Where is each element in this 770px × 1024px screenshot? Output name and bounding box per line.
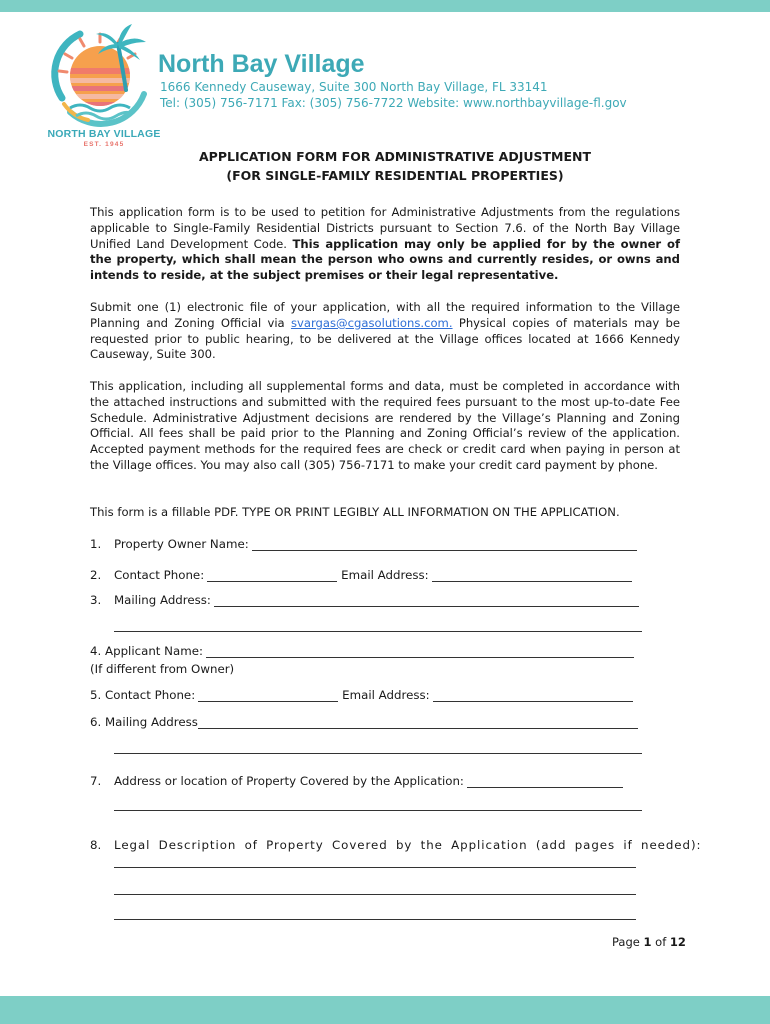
email-link[interactable]: svargas@cgasolutions.com. — [290, 315, 453, 330]
property-location-input[interactable] — [467, 775, 623, 788]
page-current: 1 — [643, 935, 652, 949]
page-total: 12 — [669, 935, 686, 949]
field-number: 3. — [90, 593, 102, 607]
applicant-note: (If different from Owner) — [90, 662, 235, 676]
north-bay-village-logo — [40, 20, 168, 154]
submission-text-a: Submit one (1) electronic file of your application, with all the required information to the Village Planning and Zoning Official via — [90, 300, 680, 330]
submission-text-b: Physical copies of materials may be requested prior to public hearing, to be delivered at the Village offices located at 1666 Kennedy Causeway, Suite 300. — [90, 315, 681, 362]
page-word: Page — [612, 935, 640, 949]
mailing-address-input-line2[interactable] — [114, 630, 642, 632]
legal-description-label: Legal Description of Property Covered by the Application (add pages if needed): — [114, 838, 702, 852]
applicant-mailing-label: 6. Mailing Address — [90, 715, 198, 729]
intro-text: This application form is to be used to petition for Administrative Adjustments from the regulations applicable to Single-Family Residential Districts pursuant to Section 7.6. of the North Bay Village Unified Land Development Code. — [90, 205, 680, 251]
property-owner-label: Property Owner Name: — [114, 537, 249, 551]
mailing-address-input[interactable] — [214, 594, 639, 607]
applicant-name-input[interactable] — [206, 645, 634, 658]
applicant-name-label: 4. Applicant Name: — [90, 644, 203, 658]
logo-name: NORTH BAY VILLAGE — [47, 128, 161, 140]
page-of: of — [655, 935, 667, 949]
field-number: 8. — [90, 838, 102, 852]
form-subtitle: (FOR SINGLE-FAMILY RESIDENTIAL PROPERTIES) — [226, 168, 564, 183]
legal-description-input-line3[interactable] — [114, 918, 636, 920]
legal-description-input-line1[interactable] — [114, 866, 636, 868]
field-number: 1. — [90, 537, 102, 551]
applicant-name-row — [90, 644, 634, 658]
applicant-email-label: Email Address: — [342, 688, 430, 702]
mailing-address-label: Mailing Address: — [114, 593, 211, 607]
applicant-phone-input[interactable] — [198, 689, 338, 702]
property-location-row — [90, 774, 623, 788]
mailing-address-row — [90, 593, 639, 607]
org-contact: Tel: (305) 756-7171 Fax: (305) 756-7722 Website: www.northbayvillage-fl.gov — [160, 96, 627, 110]
applicant-mailing-row — [90, 715, 638, 729]
bottom-band — [0, 996, 770, 1024]
org-name: North Bay Village — [158, 50, 365, 78]
contact-phone-label: Contact Phone: — [114, 568, 205, 582]
field-number: 2. — [90, 568, 102, 582]
field-number: 7. — [90, 774, 102, 788]
legal-description-input-line2[interactable] — [114, 893, 636, 895]
intro-bold-text: This application may only be applied for by the owner of the property, which shall mean the person who owns and currently resides, or owns and intends to reside, at the subject premises or their legal representative. — [90, 236, 680, 283]
applicant-mailing-input-line2[interactable] — [114, 752, 642, 754]
fillable-note: This form is a fillable PDF. TYPE OR PRINT LEGIBLY ALL INFORMATION ON THE APPLICATION. — [90, 505, 620, 519]
applicant-phone-label: 5. Contact Phone: — [90, 688, 196, 702]
contact-phone-input[interactable] — [207, 569, 337, 582]
property-location-label: Address or location of Property Covered by the Application: — [114, 774, 464, 788]
contact-row — [90, 568, 632, 582]
intro-paragraph — [90, 205, 680, 284]
form-title: APPLICATION FORM FOR ADMINISTRATIVE ADJUSTMENT — [198, 149, 592, 164]
applicant-email-input[interactable] — [433, 689, 633, 702]
sun-palm-emblem-icon — [40, 20, 168, 128]
page-number — [612, 935, 686, 949]
email-address-input[interactable] — [432, 569, 632, 582]
property-location-input-line2[interactable] — [114, 809, 642, 811]
legal-description-row — [90, 838, 701, 852]
org-address: 1666 Kennedy Causeway, Suite 300 North Bay Village, FL 33141 — [160, 80, 548, 94]
fees-paragraph: This application, including all supplemental forms and data, must be completed in accordance with the attached instructions and submitted with the required fees pursuant to the most up-to-date Fee Schedule. Administrative Adjustment decisions are rendered by the Village’s Planning and Zoning Official. All fees shall be paid prior to the Planning and Zoning Official’s review of the application. Accepted payment methods for the required fees are check or credit card when paying in person at the Village offices. You may also call (305) 756-7171 to make your credit card payment by phone. — [90, 379, 680, 472]
top-band — [0, 0, 770, 12]
submission-paragraph — [90, 300, 680, 363]
applicant-mailing-input[interactable] — [198, 716, 638, 729]
applicant-contact-row — [90, 688, 633, 702]
email-address-label: Email Address: — [341, 568, 429, 582]
logo-established: EST. 1945 — [83, 141, 125, 148]
property-owner-row — [90, 537, 637, 551]
property-owner-input[interactable] — [252, 538, 637, 551]
